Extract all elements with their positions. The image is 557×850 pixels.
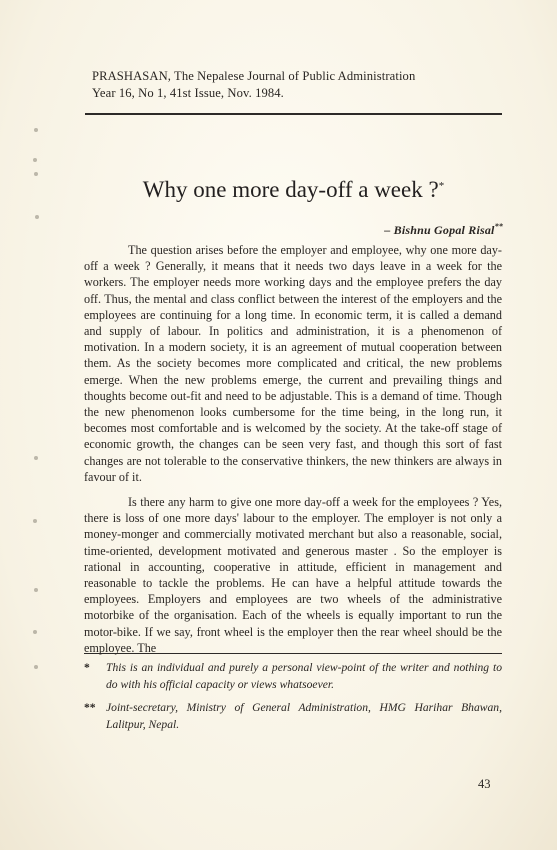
author-name: – Bishnu Gopal Risal bbox=[384, 223, 495, 237]
binding-hole-mark bbox=[35, 215, 39, 219]
footnote-divider bbox=[84, 653, 502, 654]
footnote-text: This is an individual and purely a personal view-point of the writer and nothing to do with his official capacity or views whatsoever. bbox=[106, 661, 502, 691]
page-number: 43 bbox=[478, 777, 491, 791]
binding-hole-mark bbox=[34, 588, 38, 592]
binding-hole-mark bbox=[33, 519, 37, 523]
footnote-mark: ** bbox=[84, 701, 96, 714]
journal-header bbox=[92, 68, 502, 102]
binding-hole-mark bbox=[34, 456, 38, 460]
footnote-mark: * bbox=[84, 661, 90, 674]
issue-line: Year 16, No 1, 41st Issue, Nov. 1984. bbox=[92, 86, 284, 100]
body-paragraph: Is there any harm to give one more day-off a week for the employees ? Yes, there is loss of one more days' labour to the employer. The employer is not only a money-monger and commercially motivated merchant but also a reasonable, social, time-oriented, development motivated and generous master . So the employer is rational in accounting, cooperative in attitude, efficient in management and reasonable to tackle the problems. He can have a helpful attitude towards the employees. Employers and employees are two wheels of the administrative motorbike of the organisation. Each of the wheels is equally important to run the motor-bike. If we say, front wheel is the employer then the rear wheel should be the employee. The bbox=[84, 495, 502, 655]
title-footnote-mark: * bbox=[438, 180, 445, 192]
binding-hole-mark bbox=[34, 172, 38, 176]
author-footnote-mark: ** bbox=[494, 222, 503, 231]
body-paragraph: The question arises before the employer and employee, why one more day-off a week ? Generally, it means that it needs two days leave in a week for the workers. The employer needs more working days and the employee prefers the day off. Thus, the mental and class conflict between the interest of the employers and the employees are continuing for a long time. In economic term, it is called a demand and supply of labour. In politics and administration, it is a phenomenon of motivation. In a modern society, it is an agreement of mutual cooperation between them. As the society becomes more complicated and critical, the new problems emerge. When the new problems emerge, the current and prevailing things and thoughts become out-fit and need to be adjustable. This is a demand of time. Though the new phenomenon looks cumbersome for the time being, in the long run, it becomes most comfortable and is welcomed by the society. At the take-off stage of economic growth, the changes can be seen very fast, and though this sort of fast changes are not tolerable to the conservative thinkers, the new thinkers are always in favour of it. bbox=[84, 243, 502, 484]
article-title-text: Why one more day-off a week ? bbox=[142, 177, 439, 202]
header-divider bbox=[85, 113, 502, 115]
journal-name-line: PRASHASAN, The Nepalese Journal of Public Administration bbox=[92, 69, 416, 83]
binding-hole-mark bbox=[34, 128, 38, 132]
article-author bbox=[384, 222, 503, 238]
footnotes bbox=[84, 659, 502, 739]
footnote bbox=[84, 699, 502, 733]
article-body bbox=[84, 242, 502, 656]
binding-hole-mark bbox=[34, 665, 38, 669]
footnote bbox=[84, 659, 502, 693]
article-title bbox=[85, 172, 502, 204]
footnote-text: Joint-secretary, Ministry of General Administration, HMG Harihar Bhawan, Lalitpur, Nepal. bbox=[106, 701, 502, 731]
binding-hole-mark bbox=[33, 158, 37, 162]
binding-hole-mark bbox=[33, 630, 37, 634]
